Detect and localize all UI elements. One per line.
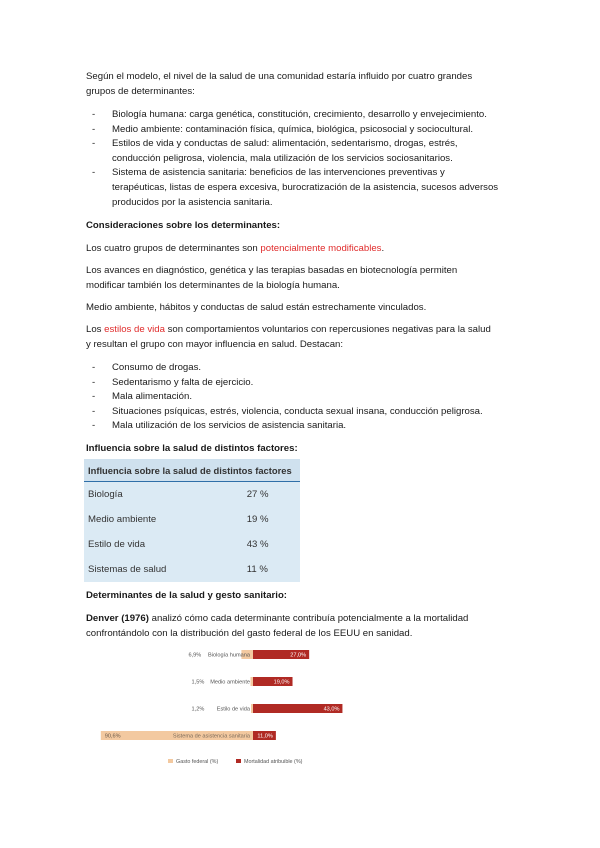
value-cell: 43 % bbox=[246, 539, 269, 550]
determinants-list bbox=[86, 108, 516, 210]
highlight-lifestyles: estilos de vida bbox=[104, 324, 165, 335]
list-item: - Situaciones psíquicas, estrés, violencia, conducta sexual insana, conducción peligrosa. bbox=[92, 405, 483, 417]
list-item: - Medio ambiente: contaminación física, química, biológica, psicosocial y sociocultural. bbox=[92, 123, 474, 135]
considerations-paragraph-2: Los avances en diagnóstico, genética y las terapias basadas en biotecnología permiten modificar también los determinantes de la biología humana. bbox=[86, 265, 458, 291]
factor-cell: Estilo de vida bbox=[88, 539, 146, 550]
gasto-bar bbox=[250, 677, 253, 686]
considerations-heading: Consideraciones sobre los determinantes: bbox=[86, 220, 281, 231]
lifestyle-list bbox=[86, 361, 516, 434]
legend-swatch-gasto bbox=[168, 759, 173, 763]
spending-heading: Determinantes de la salud y gesto sanitario: bbox=[86, 590, 287, 601]
list-item: - Mala alimentación. bbox=[92, 391, 192, 403]
author-citation: Denver (1976) bbox=[86, 613, 149, 624]
table-row bbox=[84, 532, 300, 557]
influence-table bbox=[84, 459, 300, 582]
mortalidad-data-label: 11,0% bbox=[257, 733, 273, 740]
intro-line-2: grupos de determinantes: bbox=[86, 85, 195, 97]
factor-cell: Medio ambiente bbox=[88, 514, 157, 525]
legend-label-gasto: Gasto federal (%) bbox=[176, 759, 219, 765]
gasto-data-label: 1,2% bbox=[191, 706, 205, 713]
value-cell: 11 % bbox=[246, 564, 268, 575]
table-row bbox=[84, 557, 300, 582]
mortalidad-data-label: 19,0% bbox=[273, 679, 290, 686]
intro-line-1: Según el modelo, el nivel de la salud de una comunidad estaría influido por cuatro grandes bbox=[86, 71, 473, 82]
mortalidad-data-label: 43,0% bbox=[323, 706, 340, 713]
considerations-paragraph-3: Medio ambiente, hábitos y conductas de salud están estrechamente vinculados. bbox=[86, 302, 427, 313]
table-row bbox=[84, 507, 300, 532]
value-cell: 19 % bbox=[246, 514, 269, 525]
gasto-data-label: 6,9% bbox=[188, 652, 202, 659]
value-cell: 27 % bbox=[246, 489, 269, 500]
factor-cell: Biología bbox=[88, 489, 123, 500]
list-item: - Mala utilización de los servicios de asistencia sanitaria. bbox=[92, 420, 347, 432]
spending-mortality-chart bbox=[80, 644, 376, 770]
list-item: - Sistema de asistencia sanitaria: beneficios de las intervenciones preventivas y terapéuticas, listas de espera excesiva, burocratización de la asistencia, sucesos adversos producidos por la asistencia sanitaria. bbox=[92, 167, 499, 208]
list-item: - Biología humana: carga genética, constitución, crecimiento, desarrollo y envejecimiento. bbox=[92, 109, 487, 120]
influence-heading: Influencia sobre la salud de distintos factores: bbox=[86, 443, 298, 454]
spending-paragraph: Denver (1976) analizó cómo cada determinante contribuía potencialmente a la mortalidad confrontándolo con la distribución del gasto federal de los EEUU en sanidad. bbox=[86, 613, 469, 639]
category-label: Sistema de asistencia sanitaria bbox=[172, 733, 250, 740]
factor-cell: Sistemas de salud bbox=[88, 564, 167, 575]
highlight-modifiable: potencialmente modificables bbox=[260, 243, 382, 254]
table-header-row bbox=[84, 459, 300, 482]
mortalidad-data-label: 27,0% bbox=[290, 652, 307, 659]
table-row bbox=[84, 482, 300, 508]
legend-label-mortalidad: Mortalidad atribuible (%) bbox=[244, 759, 303, 765]
category-label: Estilo de vida bbox=[216, 706, 250, 713]
list-item: - Estilos de vida y conductas de salud: alimentación, sedentarismo, drogas, estrés, conducción peligrosa, violencia, mala utilización de los servicios sociosanitarios. bbox=[92, 138, 458, 164]
considerations-paragraph-1: Los cuatro grupos de determinantes son potencialmente modificables. bbox=[86, 243, 385, 254]
gasto-data-label: 1,5% bbox=[191, 679, 205, 686]
legend-swatch-mortalidad bbox=[236, 759, 241, 763]
list-item: - Consumo de drogas. bbox=[92, 362, 202, 373]
gasto-bar bbox=[251, 704, 253, 713]
gasto-data-label: 90,6% bbox=[104, 733, 121, 740]
list-item: - Sedentarismo y falta de ejercicio. bbox=[92, 376, 254, 388]
considerations-paragraph-4: Los estilos de vida son comportamientos voluntarios con repercusiones negativas para la salud y resultan el grupo con mayor influencia en salud. Destacan: bbox=[86, 324, 491, 350]
table-header: Influencia sobre la salud de distintos factores bbox=[84, 459, 300, 482]
category-label: Medio ambiente bbox=[210, 679, 250, 686]
category-label: Biología humana bbox=[208, 652, 250, 659]
intro-paragraph bbox=[86, 70, 516, 99]
